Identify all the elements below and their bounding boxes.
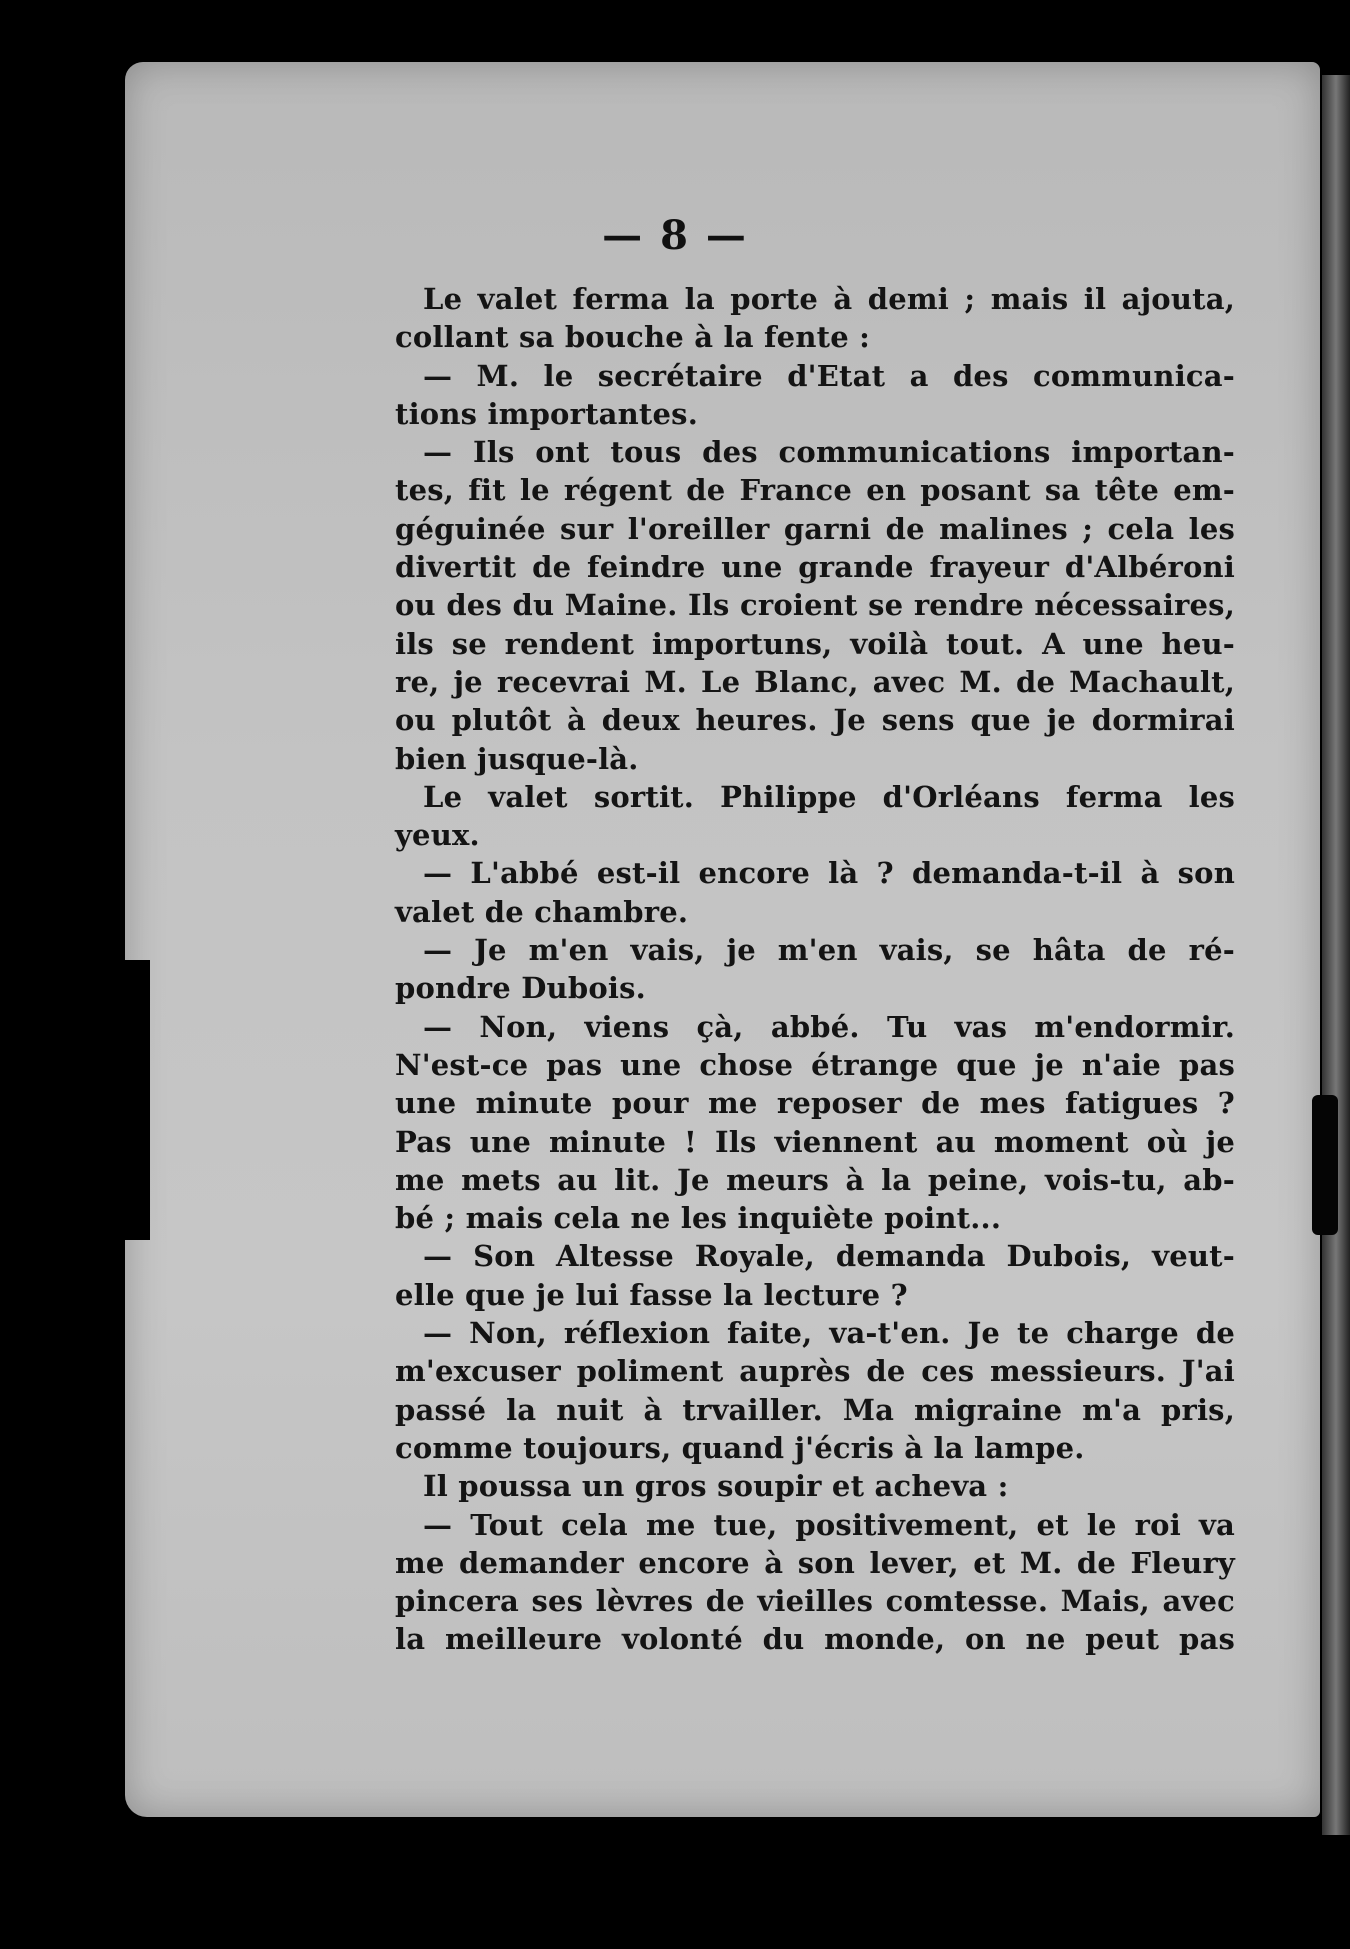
- text-line: — Non, réflexion faite, va-t'en. Je te charge de: [423, 1316, 1235, 1351]
- text-line: tions importantes.: [395, 396, 699, 431]
- text-line: m'excuser poliment auprès de ces messieurs. J'ai: [395, 1354, 1235, 1389]
- text-line: — Je m'en vais, je m'en vais, se hâta de ré-: [423, 933, 1235, 968]
- text-line: — Tout cela me tue, positivement, et le roi va: [423, 1507, 1235, 1542]
- text-line: bé ; mais cela ne les inquiète point...: [395, 1201, 1002, 1236]
- text-line: bien jusque-là.: [395, 741, 639, 776]
- text-line: yeux.: [395, 818, 480, 853]
- text-line: elle que je lui fasse la lecture ?: [395, 1277, 908, 1312]
- text-line: re, je recevrai M. Le Blanc, avec M. de Machault,: [395, 664, 1235, 699]
- text-line: ils se rendent importuns, voilà tout. A une heu-: [395, 626, 1235, 661]
- text-line: Pas une minute ! Ils viennent au moment où je: [395, 1124, 1235, 1159]
- text-line: Il poussa un gros soupir et acheva :: [423, 1469, 1009, 1504]
- text-line: divertit de feindre une grande frayeur d'Albéroni: [395, 550, 1235, 585]
- text-line: une minute pour me reposer de mes fatigues ?: [395, 1086, 1235, 1121]
- text-line: passé la nuit à trvailler. Ma migraine m'a pris,: [395, 1392, 1235, 1427]
- text-line: — Ils ont tous des communications importan-: [423, 435, 1235, 470]
- text-line: me mets au lit. Je meurs à la peine, vois-tu, ab-: [395, 1162, 1235, 1197]
- text-line: — Son Altesse Royale, demanda Dubois, veut-: [423, 1239, 1235, 1274]
- text-line: Le valet sortit. Philippe d'Orléans ferma les: [423, 779, 1235, 814]
- text-line: valet de chambre.: [395, 894, 689, 929]
- text-line: comme toujours, quand j'écris à la lampe.: [395, 1430, 1085, 1465]
- text-line: — Non, viens çà, abbé. Tu vas m'endormir.: [423, 1009, 1235, 1044]
- book-spine-edge: [1322, 75, 1350, 1835]
- text-line: la meilleure volonté du monde, on ne peut pas: [395, 1622, 1235, 1657]
- page-number: — 8 —: [602, 212, 748, 259]
- text-line: pondre Dubois.: [395, 971, 646, 1006]
- binding-clip: [1312, 1095, 1338, 1235]
- text-line: Le valet ferma la porte à demi ; mais il ajouta,: [423, 282, 1235, 316]
- text-line: ou plutôt à deux heures. Je sens que je dormirai: [395, 703, 1235, 738]
- text-line: pincera ses lèvres de vieilles comtesse. Mais, avec: [395, 1584, 1235, 1619]
- text-line: géguinée sur l'oreiller garni de malines ; cela les: [395, 511, 1235, 546]
- text-line: me demander encore à son lever, et M. de Fleury: [395, 1545, 1235, 1580]
- torn-edge: [110, 960, 150, 1240]
- text-line: — M. le secrétaire d'Etat a des communica-: [423, 358, 1235, 393]
- text-line: collant sa bouche à la fente :: [395, 320, 871, 355]
- text-line: ou des du Maine. Ils croient se rendre nécessaires,: [395, 588, 1235, 623]
- text-line: — L'abbé est-il encore là ? demanda-t-il à son: [423, 856, 1235, 891]
- text-line: tes, fit le régent de France en posant sa tête em-: [395, 473, 1235, 508]
- text-line: N'est-ce pas une chose étrange que je n'aie pas: [395, 1047, 1235, 1082]
- body-text: [395, 280, 1235, 1659]
